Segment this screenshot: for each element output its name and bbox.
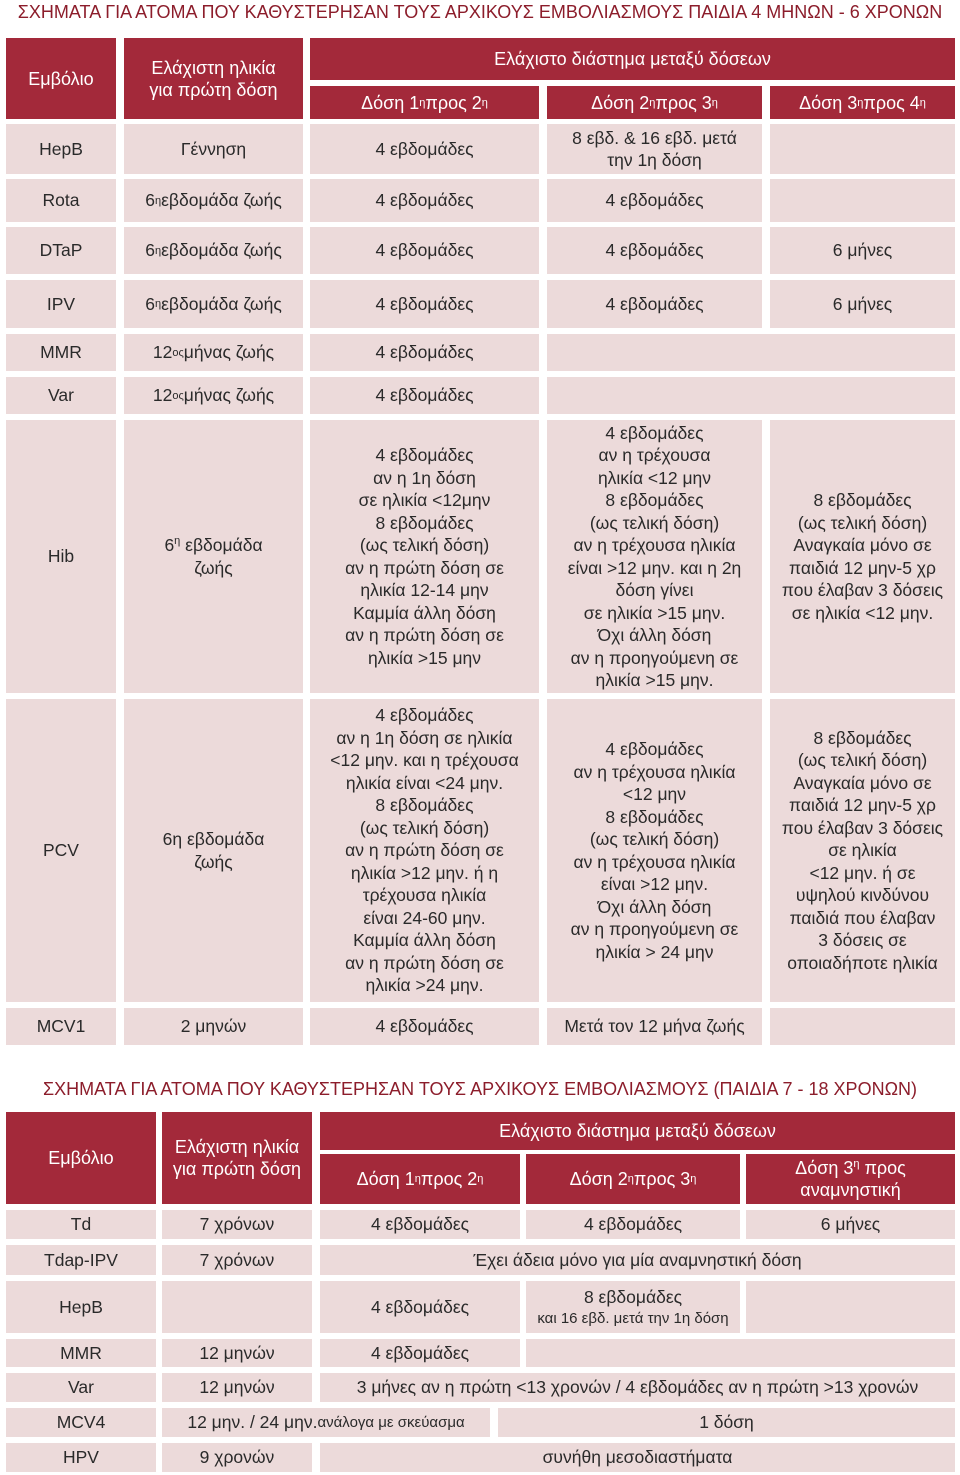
t2-hpv-vaccine: HPV bbox=[6, 1443, 156, 1472]
t2-header-min-age: Ελάχιστη ηλικία για πρώτη δόση bbox=[162, 1112, 312, 1204]
t1-hepb-min-age: Γέννηση bbox=[124, 124, 303, 174]
t1-header-dose-1-2: Δόση 1 η προς 2 η bbox=[310, 86, 539, 119]
t1-mmr-vaccine: MMR bbox=[6, 334, 116, 371]
t1-mcv1-min-age: 2 μηνών bbox=[124, 1008, 303, 1045]
table1-title: ΣΧΗΜΑΤΑ ΓΙΑ ΑΤΟΜΑ ΠΟΥ ΚΑΘΥΣΤΕΡΗΣΑΝ ΤΟΥΣ ΑΡΧΙΚΟΥΣ ΕΜΒΟΛΙΑΣΜΟΥΣ ΠΑΙΔΙΑ 4 ΜΗΝΩΝ - 6 ΧΡΟΝΩΝ bbox=[17, 2, 943, 22]
t1-mcv1-vaccine: MCV1 bbox=[6, 1008, 116, 1045]
t1-var-vaccine: Var bbox=[6, 377, 116, 414]
t2-hepb-dose-2-3: 8 εβδομάδες και 16 εβδ. μετά την 1η δόση bbox=[526, 1281, 740, 1333]
t2-var-vaccine: Var bbox=[6, 1373, 156, 1402]
t2-mmr-vaccine: MMR bbox=[6, 1339, 156, 1367]
t2-mmr-dose-2-booster-empty bbox=[526, 1339, 955, 1367]
t1-pcv-vaccine: PCV bbox=[6, 699, 116, 1002]
t2-hpv-min-age: 9 χρονών bbox=[162, 1443, 312, 1472]
t1-dtap-vaccine: DTaP bbox=[6, 227, 116, 274]
t1-ipv-dose-2-3: 4 εβδομάδες bbox=[547, 280, 762, 328]
t1-hib-dose-1-2: 4 εβδομάδες αν η 1η δόση σε ηλικία <12μην 8 εβδομάδες (ως τελική δόση) αν η πρώτη δόση σε ηλικία 12-14 μην Καμμία άλλη δόση αν η πρώτη δόση σε ηλικία >15 μην bbox=[310, 420, 539, 693]
t1-pcv-dose-1-2: 4 εβδομάδες αν η 1η δόση σε ηλικία <12 μην. και η τρέχουσα ηλικία είναι <24 μην. 8 εβδομάδες (ως τελική δόση) αν η πρώτη δόση σε ηλικία >12 μην. ή η τρέχουσα ηλικία είναι 24-60 μην. Καμμία άλλη δόση αν η πρώτη δόση σε ηλικία >24 μην. bbox=[310, 699, 539, 1002]
t1-dtap-min-age: 6 η εβδομάδα ζωής bbox=[124, 227, 303, 274]
t1-header-min-interval: Ελάχιστο διάστημα μεταξύ δόσεων bbox=[310, 38, 955, 80]
t2-mcv4-interval: 1 δόση bbox=[498, 1408, 955, 1437]
table2-title: ΣΧΗΜΑΤΑ ΓΙΑ ΑΤΟΜΑ ΠΟΥ ΚΑΘΥΣΤΕΡΗΣΑΝ ΤΟΥΣ ΑΡΧΙΚΟΥΣ ΕΜΒΟΛΙΑΣΜΟΥΣ (ΠΑΙΔΙΑ 7 - 18 ΧΡΟΝΩΝ) bbox=[42, 1079, 918, 1099]
t1-dtap-dose-2-3: 4 εβδομάδες bbox=[547, 227, 762, 274]
t2-td-min-age: 7 χρόνων bbox=[162, 1210, 312, 1239]
t1-header-vaccine: Εμβόλιο bbox=[6, 38, 116, 119]
t1-header-min-age: Ελάχιστη ηλικία για πρώτη δόση bbox=[124, 38, 303, 119]
t2-header-dose-2-3: Δόση 2 η προς 3 η bbox=[526, 1154, 740, 1204]
t1-mmr-min-age: 12 ος μήνας ζωής bbox=[124, 334, 303, 371]
t1-mcv1-dose-2-3: Μετά τον 12 μήνα ζωής bbox=[547, 1008, 762, 1045]
t1-mcv1-dose-1-2: 4 εβδομάδες bbox=[310, 1008, 539, 1045]
t1-header-dose-2-3: Δόση 2 η προς 3 η bbox=[547, 86, 762, 119]
t2-hepb-dose-1-2: 4 εβδομάδες bbox=[320, 1281, 520, 1333]
t1-rota-dose-3-4 bbox=[770, 179, 955, 222]
t2-header-min-interval: Ελάχιστο διάστημα μεταξύ δόσεων bbox=[320, 1112, 955, 1150]
t1-ipv-dose-1-2: 4 εβδομάδες bbox=[310, 280, 539, 328]
t1-pcv-dose-3-4: 8 εβδομάδες (ως τελική δόση) Αναγκαία μόνο σε παιδιά 12 μην-5 χρ που έλαβαν 3 δόσεις σε ηλικία <12 μην. ή σε υψηλού κινδύνου παιδιά που έλαβαν 3 δόσεις σε οποιαδήποτε ηλικία bbox=[770, 699, 955, 1002]
t1-ipv-vaccine: IPV bbox=[6, 280, 116, 328]
t2-tdap-note: Έχει άδεια μόνο για μία αναμνηστική δόση bbox=[320, 1245, 955, 1275]
t2-header-vaccine: Εμβόλιο bbox=[6, 1112, 156, 1204]
t2-var-interval: 3 μήνες αν η πρώτη <13 χρονών / 4 εβδομάδες αν η πρώτη >13 χρονών bbox=[320, 1373, 955, 1402]
t2-tdap-min-age: 7 χρόνων bbox=[162, 1245, 312, 1275]
t1-hib-vaccine: Hib bbox=[6, 420, 116, 693]
t2-mcv4-min-age: 12 μην. / 24 μην. ανάλογα με σκεύασμα bbox=[162, 1408, 490, 1437]
t2-mmr-dose-1-2: 4 εβδομάδες bbox=[320, 1339, 520, 1367]
t2-td-dose-2-3: 4 εβδομάδες bbox=[526, 1210, 740, 1239]
t2-td-dose-1-2: 4 εβδομάδες bbox=[320, 1210, 520, 1239]
t2-mcv4-vaccine: MCV4 bbox=[6, 1408, 156, 1437]
t1-rota-dose-2-3: 4 εβδομάδες bbox=[547, 179, 762, 222]
t2-hepb-dose-3-booster bbox=[746, 1281, 955, 1333]
t2-var-min-age: 12 μηνών bbox=[162, 1373, 312, 1402]
t1-mmr-dose-1-2: 4 εβδομάδες bbox=[310, 334, 539, 371]
t1-hepb-dose-3-4 bbox=[770, 124, 955, 174]
t2-hepb-vaccine: HepB bbox=[6, 1281, 156, 1333]
t2-hpv-interval: συνήθη μεσοδιαστήματα bbox=[320, 1443, 955, 1472]
t2-td-vaccine: Td bbox=[6, 1210, 156, 1239]
t1-pcv-dose-2-3: 4 εβδομάδες αν η τρέχουσα ηλικία <12 μην 8 εβδομάδες (ως τελική δόση) αν η τρέχουσα ηλικία είναι >12 μην. Όχι άλλη δόση αν η προηγούμενη σε ηλικία > 24 μην bbox=[547, 699, 762, 1002]
t1-rota-vaccine: Rota bbox=[6, 179, 116, 222]
t2-header-dose-3-booster: Δόση $3^\eta$ προς αναμνηστική bbox=[746, 1154, 955, 1204]
t1-rota-dose-1-2: 4 εβδομάδες bbox=[310, 179, 539, 222]
t1-ipv-dose-3-4: 6 μήνες bbox=[770, 280, 955, 328]
t2-hepb-min-age bbox=[162, 1281, 312, 1333]
t2-header-dose-1-2: Δόση 1 η προς 2 η bbox=[320, 1154, 520, 1204]
t1-dtap-dose-1-2: 4 εβδομάδες bbox=[310, 227, 539, 274]
t1-pcv-min-age: 6η εβδομάδα ζωής bbox=[124, 699, 303, 1002]
t1-hib-min-age: $6^\eta$ εβδομάδα ζωής bbox=[124, 420, 303, 693]
t2-td-dose-3-booster: 6 μήνες bbox=[746, 1210, 955, 1239]
t1-hepb-vaccine: HepB bbox=[6, 124, 116, 174]
t1-hepb-dose-2-3: 8 εβδ. & 16 εβδ. μετά την 1η δόση bbox=[547, 124, 762, 174]
t1-mmr-dose-2-4-empty bbox=[547, 334, 955, 371]
t1-mcv1-dose-3-4 bbox=[770, 1008, 955, 1045]
t1-header-dose-3-4: Δόση 3 η προς 4 η bbox=[770, 86, 955, 119]
t1-hib-dose-2-3: 4 εβδομάδες αν η τρέχουσα ηλικία <12 μην 8 εβδομάδες (ως τελική δόση) αν η τρέχουσα ηλικία είναι >12 μην. και η 2η δόση γίνει σε ηλικία >15 μην. Όχι άλλη δόση αν η προηγούμενη σε ηλικία >15 μην. bbox=[547, 420, 762, 693]
t1-hib-dose-3-4: 8 εβδομάδες (ως τελική δόση) Αναγκαία μόνο σε παιδιά 12 μην-5 χρ που έλαβαν 3 δόσεις σε ηλικία <12 μην. bbox=[770, 420, 955, 693]
t1-hepb-dose-1-2: 4 εβδομάδες bbox=[310, 124, 539, 174]
t2-tdap-vaccine: Tdap-IPV bbox=[6, 1245, 156, 1275]
t1-var-dose-2-4-empty bbox=[547, 377, 955, 414]
t1-dtap-dose-3-4: 6 μήνες bbox=[770, 227, 955, 274]
t1-rota-min-age: 6 η εβδομάδα ζωής bbox=[124, 179, 303, 222]
t1-ipv-min-age: 6 η εβδομάδα ζωής bbox=[124, 280, 303, 328]
t2-mmr-min-age: 12 μηνών bbox=[162, 1339, 312, 1367]
t1-var-dose-1-2: 4 εβδομάδες bbox=[310, 377, 539, 414]
t1-var-min-age: 12 ος μήνας ζωής bbox=[124, 377, 303, 414]
